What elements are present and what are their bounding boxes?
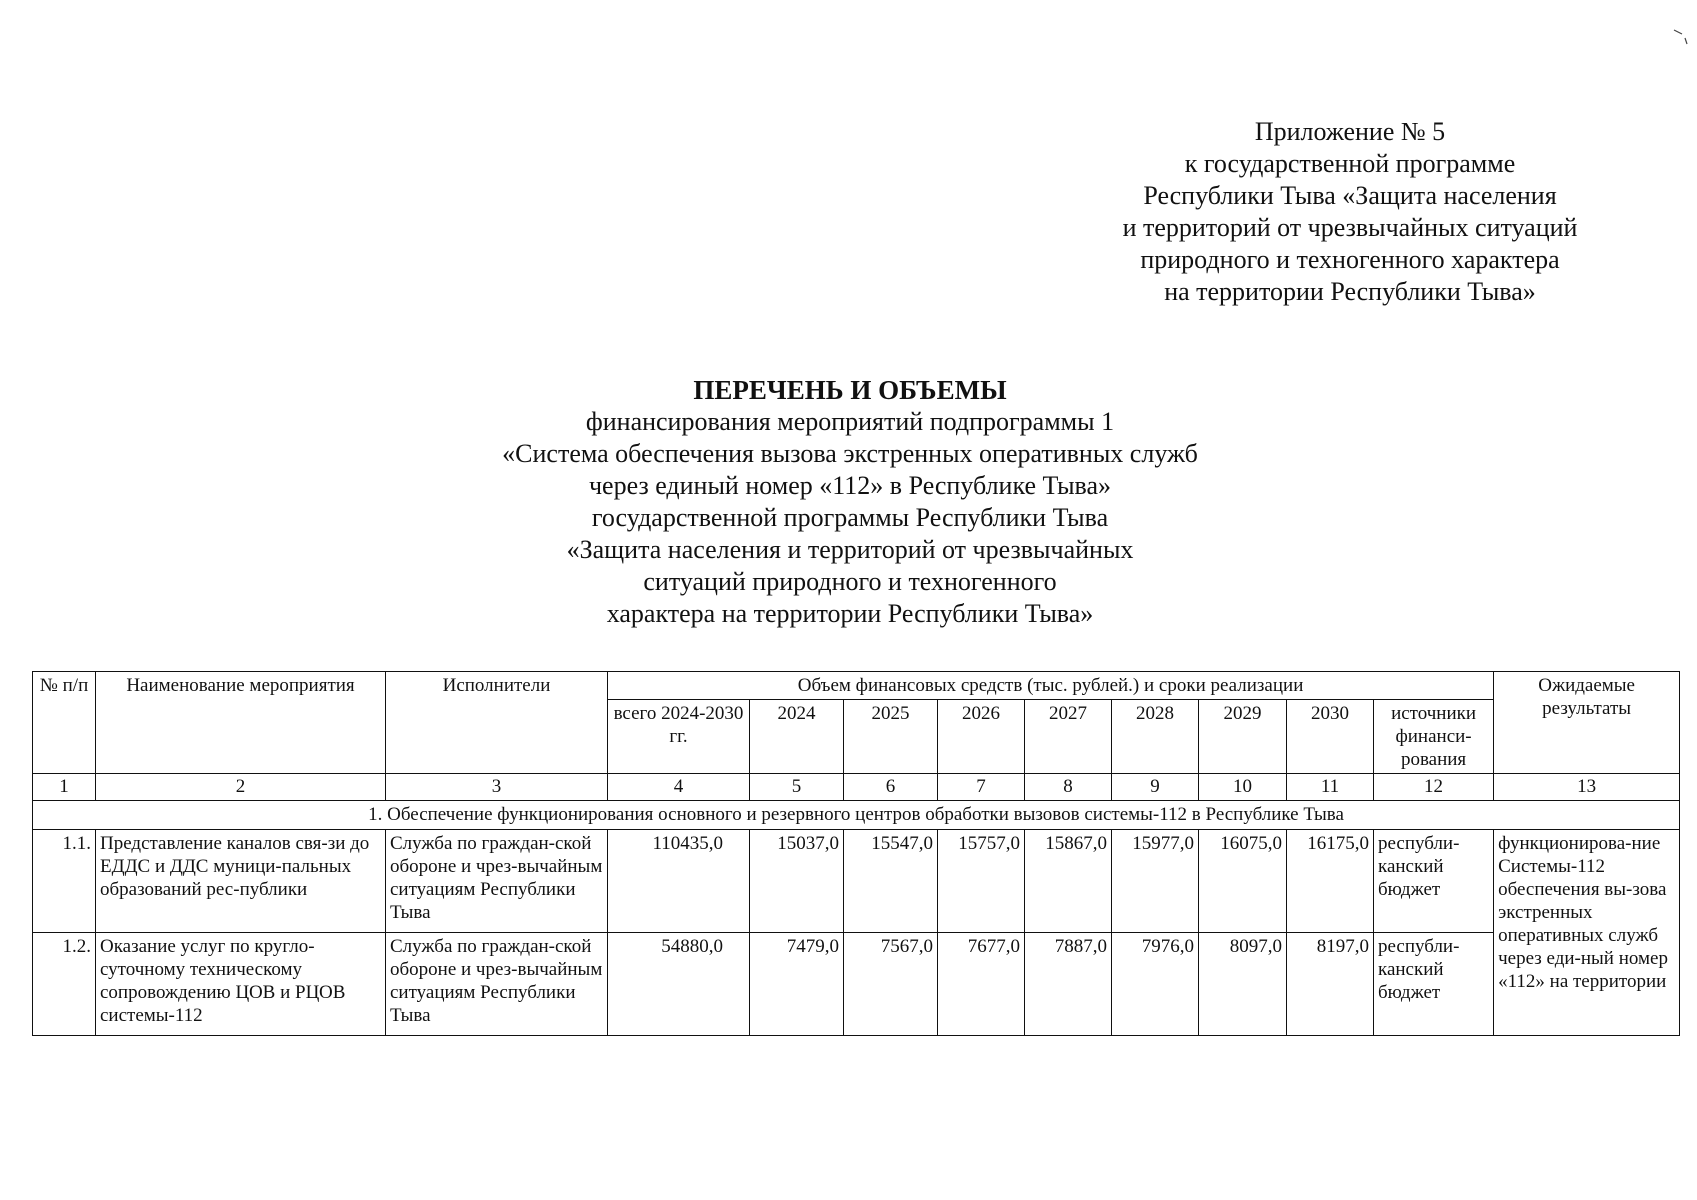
column-number: 10 bbox=[1199, 774, 1287, 801]
header-num: № п/п bbox=[33, 672, 96, 774]
row-year-value: 15867,0 bbox=[1025, 830, 1112, 933]
table-row bbox=[33, 830, 1680, 933]
row-year-value: 7677,0 bbox=[938, 933, 1025, 1036]
column-number: 3 bbox=[386, 774, 608, 801]
appendix-line: Приложение № 5 bbox=[1254, 117, 1446, 146]
title-line: характера на территории Республики Тыва» bbox=[606, 599, 1094, 628]
row-executor: Служба по граждан-ской обороне и чрез-вычайным ситуациям Республики Тыва bbox=[386, 830, 608, 933]
row-num: 1.2. bbox=[33, 933, 96, 1036]
column-number: 5 bbox=[750, 774, 844, 801]
row-year-value: 7567,0 bbox=[844, 933, 938, 1036]
header-year: 2024 bbox=[750, 700, 844, 774]
column-number: 9 bbox=[1112, 774, 1199, 801]
row-year-value: 7887,0 bbox=[1025, 933, 1112, 1036]
header-year: 2028 bbox=[1112, 700, 1199, 774]
section-title: 1. Обеспечение функционирования основного и резервного центров обработки вызовов системы-112 в Республике Тыва bbox=[33, 801, 1680, 830]
row-name: Оказание услуг по кругло-суточному техническому сопровождению ЦОВ и РЦОВ системы-112 bbox=[96, 933, 386, 1036]
appendix-line: Республики Тыва «Защита населения bbox=[1143, 181, 1557, 210]
row-total: 54880,0 bbox=[608, 933, 750, 1036]
row-name: Представление каналов свя-зи до ЕДДС и ДДС муници-пальных образований рес-публики bbox=[96, 830, 386, 933]
appendix-line: природного и техногенного характера bbox=[1140, 245, 1560, 274]
main-title: ПЕРЕЧЕНЬ И ОБЪЕМЫ bbox=[693, 375, 1007, 405]
header-executors: Исполнители bbox=[386, 672, 608, 774]
title-line: ситуаций природного и техногенного bbox=[643, 567, 1057, 596]
header-results: Ожидаемые результаты bbox=[1494, 672, 1680, 774]
column-number-row bbox=[33, 774, 1680, 801]
header-year: 2027 bbox=[1025, 700, 1112, 774]
row-num: 1.1. bbox=[33, 830, 96, 933]
title-line: государственной программы Республики Тыва bbox=[591, 503, 1109, 532]
row-year-value: 8097,0 bbox=[1199, 933, 1287, 1036]
row-year-value: 15547,0 bbox=[844, 830, 938, 933]
header-name: Наименование мероприятия bbox=[96, 672, 386, 774]
column-number: 6 bbox=[844, 774, 938, 801]
row-year-value: 8197,0 bbox=[1287, 933, 1374, 1036]
table-row bbox=[33, 933, 1680, 1036]
header-year: 2029 bbox=[1199, 700, 1287, 774]
header-row-top bbox=[33, 672, 1680, 700]
section-row bbox=[33, 801, 1680, 830]
row-year-value: 16175,0 bbox=[1287, 830, 1374, 933]
title-line: финансирования мероприятий подпрограммы 1 bbox=[585, 407, 1115, 436]
appendix-line: к государственной программе bbox=[1184, 149, 1516, 178]
header-volume-group: Объем финансовых средств (тыс. рублей.) и сроки реализации bbox=[608, 672, 1494, 700]
row-year-value: 15977,0 bbox=[1112, 830, 1199, 933]
appendix-line: на территории Республики Тыва» bbox=[1164, 277, 1536, 306]
results-cell: функционирова-ние Системы-112 обеспечения вы-зова экстренных оперативных служб через еди-ный номер «112» на территории bbox=[1494, 830, 1680, 1036]
title-line: «Защита населения и территорий от чрезвычайных bbox=[566, 535, 1134, 564]
column-number: 11 bbox=[1287, 774, 1374, 801]
appendix-line: и территорий от чрезвычайных ситуаций bbox=[1122, 213, 1578, 242]
column-number: 12 bbox=[1374, 774, 1494, 801]
row-source: республи-канский бюджет bbox=[1374, 830, 1494, 933]
document-title bbox=[360, 374, 1340, 630]
column-number: 8 bbox=[1025, 774, 1112, 801]
header-year: 2030 bbox=[1287, 700, 1374, 774]
header-year: 2025 bbox=[844, 700, 938, 774]
row-total: 110435,0 bbox=[608, 830, 750, 933]
column-number: 7 bbox=[938, 774, 1025, 801]
row-source: республи-канский бюджет bbox=[1374, 933, 1494, 1036]
column-number: 2 bbox=[96, 774, 386, 801]
financing-table bbox=[32, 671, 1680, 1036]
column-number: 13 bbox=[1494, 774, 1680, 801]
header-total: всего 2024-2030 гг. bbox=[608, 700, 750, 774]
row-year-value: 15037,0 bbox=[750, 830, 844, 933]
title-line: через единый номер «112» в Республике Тыва» bbox=[588, 471, 1112, 500]
row-executor: Служба по граждан-ской обороне и чрез-вычайным ситуациям Республики Тыва bbox=[386, 933, 608, 1036]
appendix-header bbox=[1090, 116, 1610, 308]
row-year-value: 7479,0 bbox=[750, 933, 844, 1036]
column-number: 4 bbox=[608, 774, 750, 801]
row-year-value: 7976,0 bbox=[1112, 933, 1199, 1036]
row-year-value: 15757,0 bbox=[938, 830, 1025, 933]
column-number: 1 bbox=[33, 774, 96, 801]
row-year-value: 16075,0 bbox=[1199, 830, 1287, 933]
scan-artifact-mark bbox=[1673, 28, 1689, 46]
header-sources: источники финанси-рования bbox=[1374, 700, 1494, 774]
title-line: «Система обеспечения вызова экстренных оперативных служб bbox=[502, 439, 1198, 468]
header-year: 2026 bbox=[938, 700, 1025, 774]
